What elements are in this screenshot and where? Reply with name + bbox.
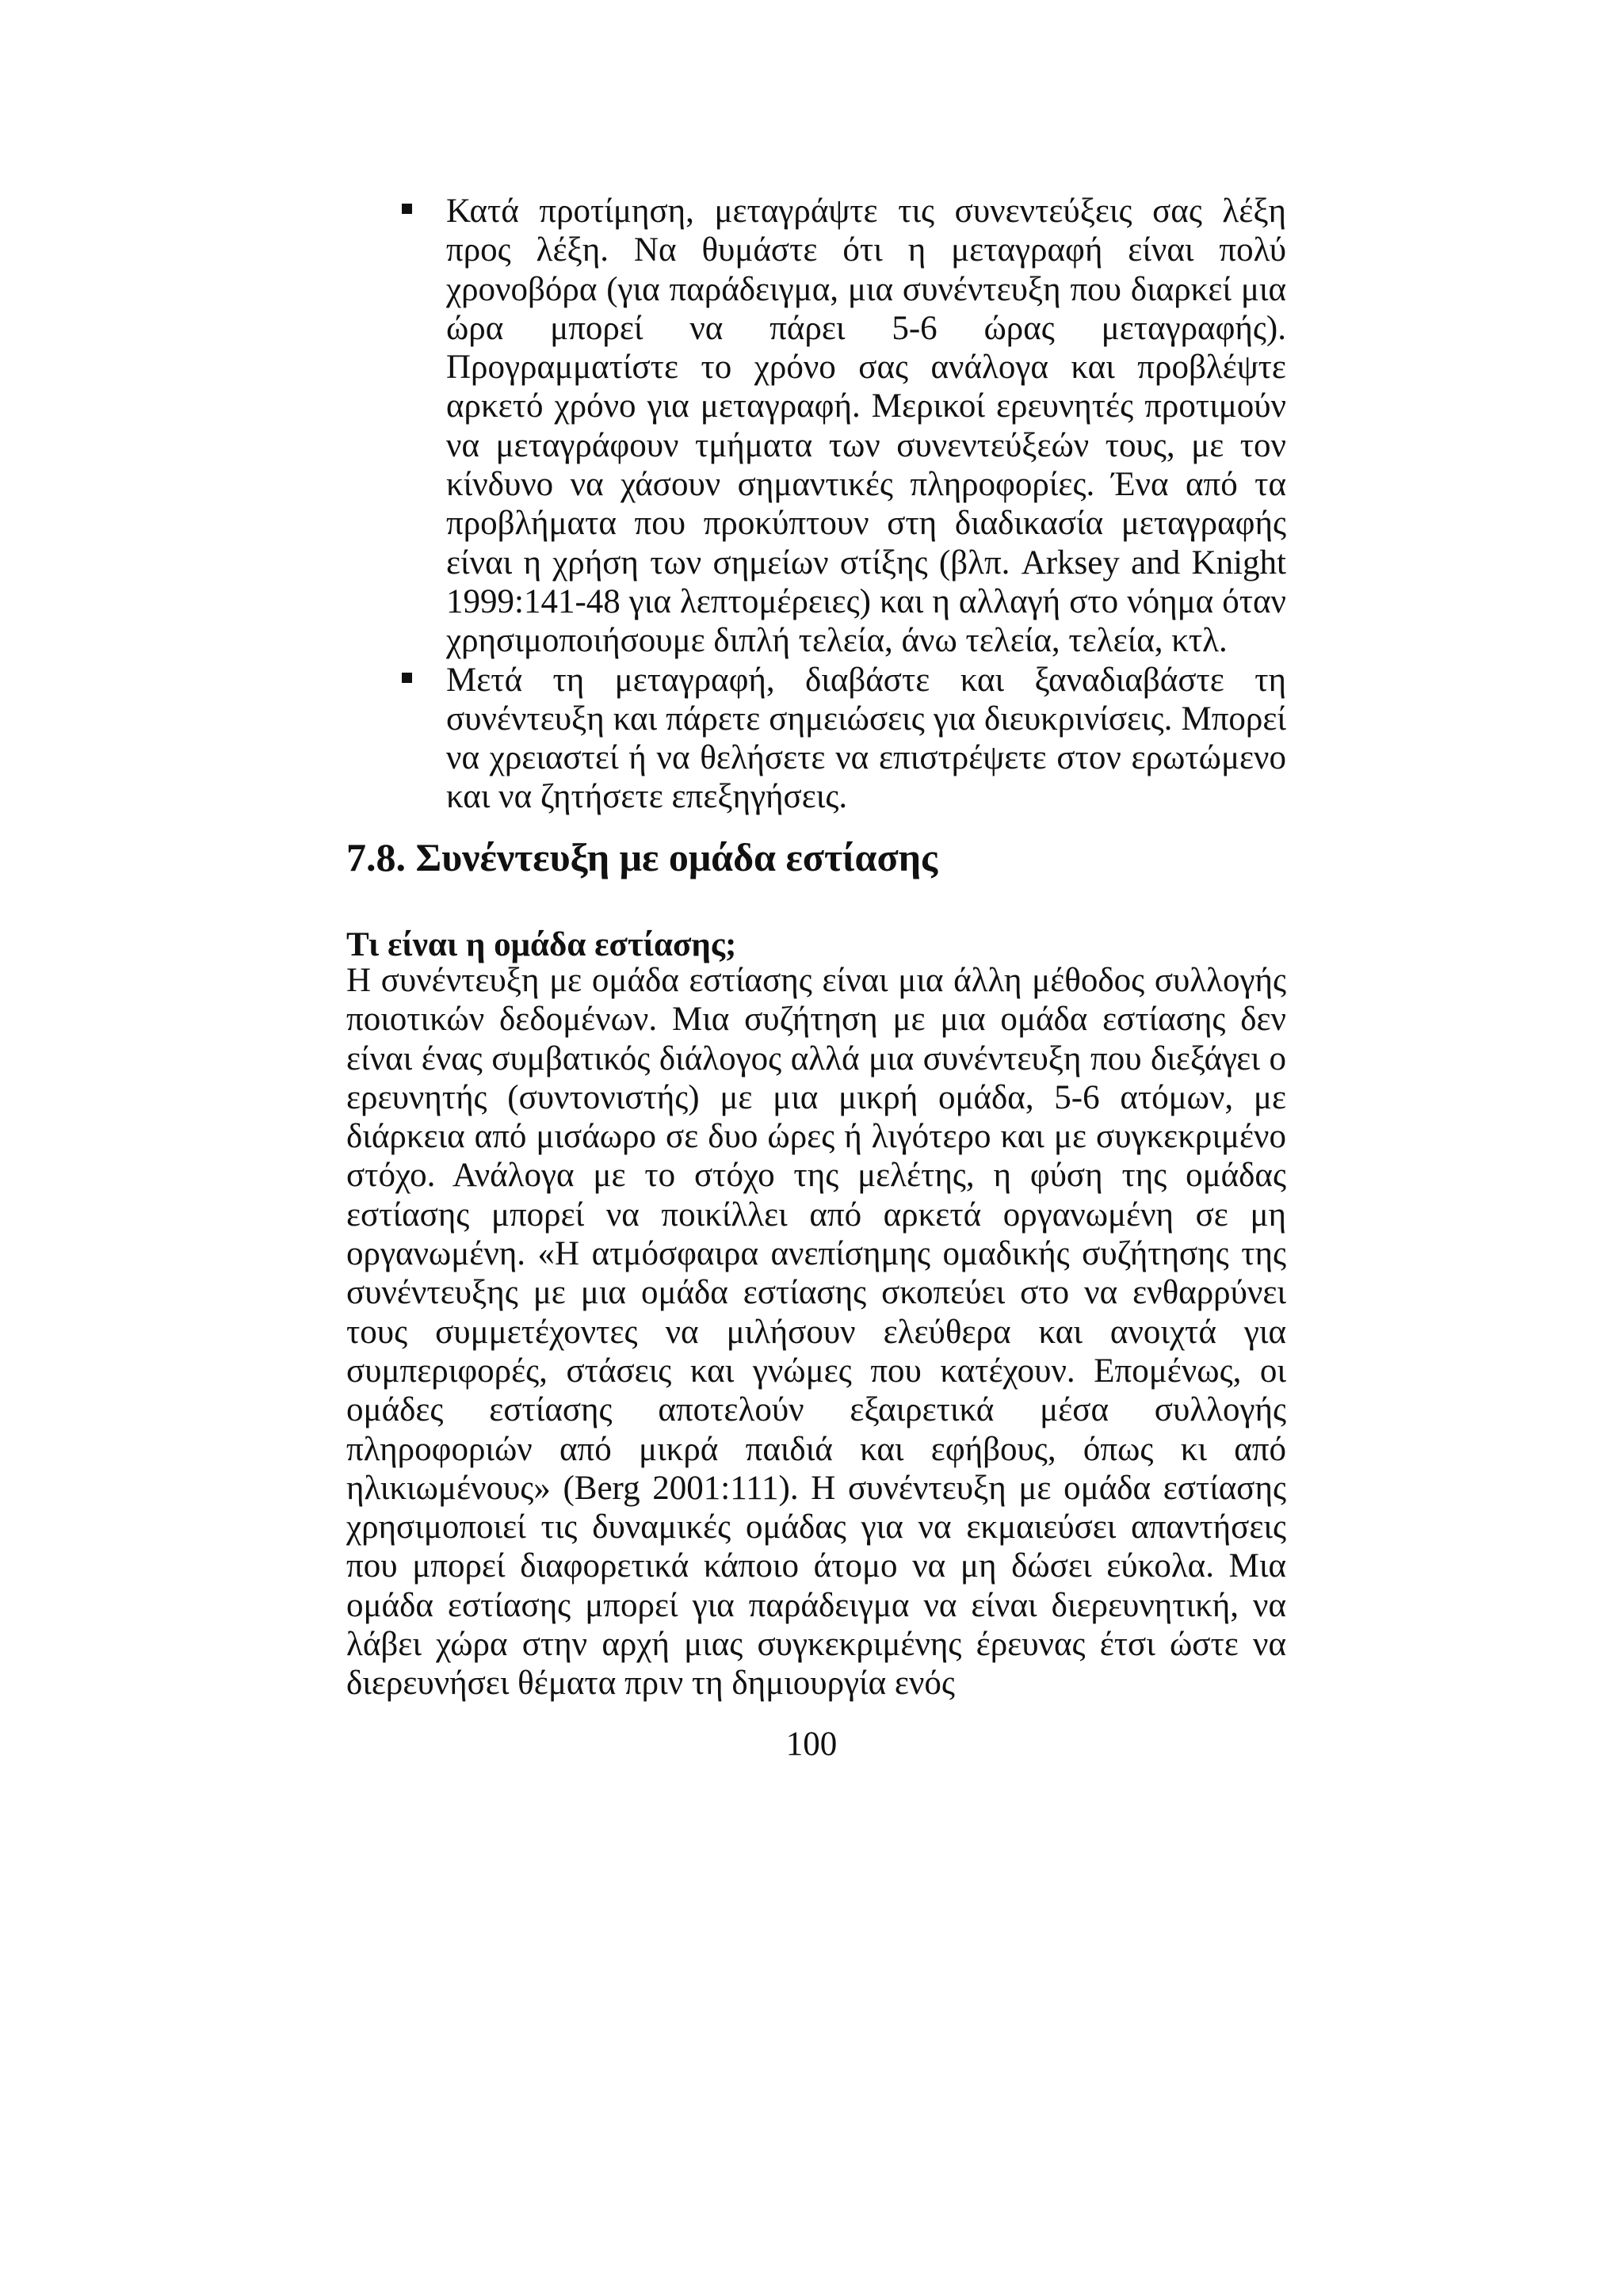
section-heading: 7.8. Συνέντευξη με ομάδα εστίασης [346,835,938,879]
bullet-text: Μετά τη μεταγραφή, διαβάστε και ξαναδιαβάστε τη συνέντευξη και πάρετε σημειώσεις για διευκρινίσεις. Μπορεί να χρειαστεί ή να θελήσετε να επιστρέψετε στον ερωτώμενο και να ζητήσετε επεξηγήσεις. [446,661,1286,816]
bullet-text: Κατά προτίμηση, μεταγράψτε τις συνεντεύξεις σας λέξη προς λέξη. Να θυμάστε ότι η μεταγραφή είναι πολύ χρονοβόρα (για παράδειγμα, μια συνέντευξη που διαρκεί μια ώρα μπορεί να πάρει 5-6 ώρας μεταγραφής). Προγραμματίστε το χρόνο σας ανάλογα και προβλέψτε αρκετό χρόνο για μεταγραφή. Μερικοί ερευνητές προτιμούν να μεταγράφουν τμήματα των συνεντεύξεών τους, με τον κίνδυνο να χάσουν σημαντικές πληροφορίες. Ένα από τα προβλήματα που προκύπτουν στη διαδικασία μεταγραφής είναι η χρήση των σημείων στίξης (βλπ. Arksey and Knight 1999:141-48 για λεπτομέρειες) και η αλλαγή στο νόημα όταν χρησιμοποιήσουμε διπλή τελεία, άνω τελεία, τελεία, κτλ. [446,193,1286,660]
list-item [446,661,1286,817]
bullet-list [446,192,1286,817]
list-item [446,192,1286,661]
body-paragraph: Η συνέντευξη με ομάδα εστίασης είναι μια άλλη μέθοδος συλλογής ποιοτικών δεδομένων. Μια συζήτηση με μια ομάδα εστίασης δεν είναι ένας συμβατικός διάλογος αλλά μια συνέντευξη που διεξάγει ο ερευνητής (συντονιστής) με μια μικρή ομάδα, 5-6 ατόμων, με διάρκεια από μισάωρο σε δυο ώρες ή λιγότερο και με συγκεκριμένο στόχο. Ανάλογα με το στόχο της μελέτης, η φύση της ομάδας εστίασης μπορεί να ποικίλλει από αρκετά οργανωμένη σε μη οργανωμένη. «Η ατμόσφαιρα ανεπίσημης ομαδικής συζήτησης της συνέντευξης με μια ομάδα εστίασης σκοπεύει στο να ενθαρρύνει τους συμμετέχοντες να μιλήσουν ελεύθερα και ανοιχτά για συμπεριφορές, στάσεις και γνώμες που κατέχουν. Επομένως, οι ομάδες εστίασης αποτελούν εξαιρετικά μέσα συλλογής πληροφοριών από μικρά παιδιά και εφήβους, όπως κι από ηλικιωμένους» (Berg 2001:111). Η συνέντευξη με ομάδα εστίασης χρησιμοποιεί τις δυναμικές ομάδας για να εκμαιεύσει απαντήσεις που μπορεί διαφορετικά κάποιο άτομο να μη δώσει εύκολα. Μια ομάδα εστίασης μπορεί για παράδειγμα να είναι διερευνητική, να λάβει χώρα στην αρχή μιας συγκεκριμένης έρευνας έτσι ώστε να διερευνήσει θέματα πριν τη δημιουργία ενός [346,962,1286,1703]
page-number: 100 [785,1726,838,1763]
square-bullet-icon [402,673,412,683]
subsection-heading: Τι είναι η ομάδα εστίασης; [346,926,737,963]
square-bullet-icon [402,204,412,214]
